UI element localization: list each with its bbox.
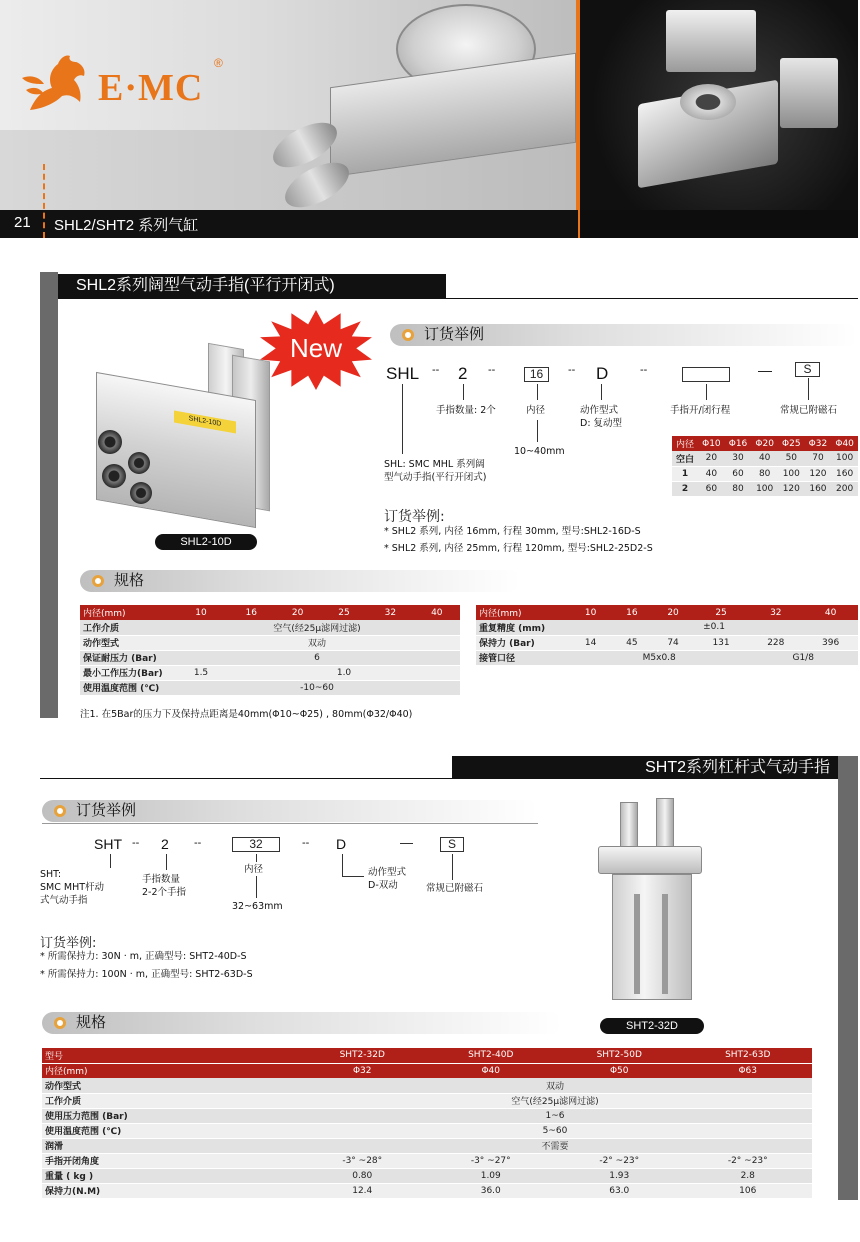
table-cell: 63.0 [555, 1183, 684, 1198]
table-cell: 空白 [672, 451, 698, 466]
shl2-label-fingers: 手指数量: 2个 [436, 405, 496, 416]
table-cell: 30 [725, 451, 752, 466]
shl2-spec-heading-text: 规格 [114, 572, 145, 589]
table-cell: 120 [805, 466, 832, 481]
table-cell: 动作型式 [42, 1078, 298, 1093]
table-cell: 手指开闭角度 [42, 1153, 298, 1168]
header-orange-divider [576, 0, 580, 238]
table-cell: 50 [778, 451, 805, 466]
table-header-cell: 10 [174, 605, 228, 620]
table-cell: 12.4 [298, 1183, 427, 1198]
table-cell: 14 [570, 635, 611, 650]
sht2-label-magnet: 常规已附磁石 [426, 883, 484, 894]
bullet-ring-icon [54, 1017, 66, 1029]
port-fitting-shape [102, 464, 126, 488]
new-badge-text: New [289, 333, 342, 363]
table-header-cell: Φ16 [725, 436, 752, 451]
table-row [672, 481, 858, 496]
shl2-order-heading-text: 订货举例 [424, 326, 485, 343]
table-header-cell: SHT2-63D [684, 1048, 813, 1063]
sht2-code-dash: — [400, 835, 413, 850]
table-cell: 1~6 [298, 1108, 812, 1123]
leader-line [463, 384, 464, 400]
table-cell: 36.0 [427, 1183, 556, 1198]
table-header-cell: Φ40 [831, 436, 858, 451]
horse-logo-icon [22, 50, 96, 120]
gripper-photo-shape [780, 58, 838, 128]
shl2-example-line: * SHL2 系列, 内径 16mm, 行程 30mm, 型号:SHL2-16D-S [384, 526, 641, 537]
sht2-code-magnet-box: S [440, 837, 464, 852]
table-cell: 空气(经25μ滤网过滤) [298, 1093, 812, 1108]
table-header-cell: 20 [652, 605, 693, 620]
table-header-cell: 16 [228, 605, 274, 620]
table-cell: 1.93 [555, 1168, 684, 1183]
sht2-product-caption: SHT2-32D [600, 1018, 704, 1034]
table-header-cell: 32 [748, 605, 803, 620]
table-row [42, 1153, 812, 1168]
gripper-groove-shape [634, 894, 640, 994]
table-header-cell: 内径 [672, 436, 698, 451]
table-header-cell: 内径(mm) [42, 1063, 298, 1078]
shl2-example-line: * SHL2 系列, 内径 25mm, 行程 120mm, 型号:SHL2-25D2-S [384, 543, 653, 554]
table-header-cell: 40 [414, 605, 460, 620]
sht2-example-line: * 所需保持力: 30N · m, 正确型号: SHT2-40D-S [40, 951, 247, 962]
rotary-photo-disc [680, 84, 736, 120]
table-cell: G1/8 [748, 650, 858, 665]
shl2-label-action-type: D: 复动型 [580, 418, 623, 429]
table-header-cell: 16 [611, 605, 652, 620]
table-cell: 228 [748, 635, 803, 650]
sht2-label-fingers-2: 2-2个手指 [142, 887, 187, 898]
table-header-row [80, 605, 460, 620]
table-row [80, 680, 460, 695]
table-cell: 使用温度范围 (℃) [42, 1123, 298, 1138]
table-cell: 保证耐压力 (Bar) [80, 650, 174, 665]
table-cell: -10~60 [174, 680, 460, 695]
table-cell: 160 [805, 481, 832, 496]
bullet-ring-icon [54, 805, 66, 817]
table-cell: 106 [684, 1183, 813, 1198]
table-cell: 2 [672, 481, 698, 496]
table-row [42, 1123, 812, 1138]
table-header-cell: 型号 [42, 1048, 298, 1063]
table-cell: 160 [831, 466, 858, 481]
leader-line [342, 854, 343, 876]
table-cell: 80 [751, 466, 778, 481]
table-header-cell: Φ32 [298, 1063, 427, 1078]
table-row [80, 620, 460, 635]
leader-line [402, 384, 403, 454]
table-header-cell: SHT2-50D [555, 1048, 684, 1063]
table-cell: 396 [803, 635, 858, 650]
table-header-cell: Φ32 [805, 436, 832, 451]
shl2-example-heading: 订货举例: [384, 509, 445, 525]
table-cell: 接管口径 [476, 650, 570, 665]
bullet-ring-icon [92, 575, 104, 587]
table-cell: 60 [725, 466, 752, 481]
table-cell: 0.80 [298, 1168, 427, 1183]
table-cell: 80 [725, 481, 752, 496]
shl2-label-bore-range: 10~40mm [514, 446, 565, 457]
sht2-order-heading-text: 订货举例 [76, 802, 137, 819]
table-header-cell: SHT2-40D [427, 1048, 556, 1063]
shl2-code-dash: -- [432, 364, 440, 376]
table-cell: 工作介质 [42, 1093, 298, 1108]
table-row [476, 620, 858, 635]
gripper-photo-shape [666, 10, 756, 72]
gripper-label-sticker: SHL2-10D [174, 411, 236, 434]
table-row [476, 635, 858, 650]
sht2-example-line: * 所需保持力: 100N · m, 正确型号: SHT2-63D-S [40, 969, 253, 980]
table-row [42, 1138, 812, 1153]
sht2-example-heading: 订货举例: [40, 936, 97, 951]
port-fitting-shape [98, 430, 122, 454]
leader-line [537, 420, 538, 442]
shl2-code-dash: -- [568, 364, 576, 376]
table-cell: 100 [831, 451, 858, 466]
table-cell: 重复精度 (mm) [476, 620, 570, 635]
table-cell: 保持力(N.M) [42, 1183, 298, 1198]
table-row [42, 1168, 812, 1183]
sht2-label-series-3: 式气动手指 [40, 895, 88, 906]
table-cell: ±0.1 [570, 620, 858, 635]
page-number: 21 [14, 214, 31, 231]
shl2-order-heading [390, 324, 858, 346]
registered-mark: ® [214, 56, 223, 70]
table-cell: 40 [751, 451, 778, 466]
table-header-cell: Φ20 [751, 436, 778, 451]
shl2-product-caption: SHL2-10D [155, 534, 257, 550]
table-row [476, 650, 858, 665]
table-cell: 100 [751, 481, 778, 496]
table-header-cell: 10 [570, 605, 611, 620]
shl2-section-title: SHL2系列阔型气动手指(平行开闭式) [58, 274, 446, 298]
sht2-label-action: 动作型式 [368, 867, 407, 878]
table-header-cell: 25 [321, 605, 367, 620]
page-header [0, 0, 860, 238]
table-cell: 5~60 [298, 1123, 812, 1138]
gripper-head-shape [598, 846, 702, 874]
table-cell: -2° ~23° [555, 1153, 684, 1168]
table-cell: 60 [698, 481, 725, 496]
table-cell: 双动 [174, 635, 460, 650]
sht2-order-heading [42, 800, 538, 822]
sht2-label-series-2: SMC MHT杆动 [40, 882, 105, 893]
shl2-label-action: 动作型式 [580, 405, 619, 416]
table-cell: 1 [672, 466, 698, 481]
table-header-row [42, 1063, 812, 1078]
table-cell: -3° ~27° [427, 1153, 556, 1168]
table-header-cell: Φ25 [778, 436, 805, 451]
shl2-section-side-strip [40, 272, 58, 718]
table-header-cell: Φ40 [427, 1063, 556, 1078]
shl2-code-prefix: SHL [386, 364, 420, 383]
header-product-photo [580, 0, 858, 238]
gripper-groove-shape [662, 894, 668, 994]
shl2-label-bore: 内径 [526, 405, 546, 416]
sht2-code-prefix: SHT [94, 836, 122, 852]
leader-line [808, 378, 809, 400]
leader-line [110, 854, 111, 868]
table-header-cell: Φ63 [684, 1063, 813, 1078]
leader-line [342, 876, 364, 877]
table-cell: 131 [694, 635, 749, 650]
table-cell: 使用压力范围 (Bar) [42, 1108, 298, 1123]
table-cell: 100 [778, 466, 805, 481]
shl2-code-dash: -- [640, 364, 648, 376]
brand-logo-text: E·MC [98, 67, 204, 109]
leader-line [452, 854, 453, 880]
shl2-note: 注1. 在5Bar的压力下及保持点距离是40mm(Φ10~Φ25) , 80mm(Φ32/Φ40) [80, 709, 413, 720]
sht2-code-fingers: 2 [161, 836, 169, 852]
sht2-heading-rule [42, 823, 538, 824]
sht2-product-image [594, 798, 714, 1004]
table-cell: 保持力 (Bar) [476, 635, 570, 650]
leader-line [601, 384, 602, 400]
table-cell: 74 [652, 635, 693, 650]
table-header-cell: Φ50 [555, 1063, 684, 1078]
leader-line [256, 854, 257, 862]
table-row [672, 451, 858, 466]
header-title-bar-right [580, 210, 858, 238]
table-header-cell: Φ10 [698, 436, 725, 451]
shl2-label-stroke: 手指开/闭行程 [670, 405, 731, 416]
leader-line [706, 384, 707, 400]
table-cell: 双动 [298, 1078, 812, 1093]
table-cell: 1.5 [174, 665, 228, 680]
shl2-code-stroke-box [682, 367, 730, 382]
shl2-section-rule [58, 298, 858, 299]
table-header-cell: 32 [367, 605, 413, 620]
table-header-cell: 25 [694, 605, 749, 620]
sht2-spec-heading [42, 1012, 562, 1034]
table-cell: 润滑 [42, 1138, 298, 1153]
shl2-spec-heading [80, 570, 520, 592]
sht2-label-action-type: D-双动 [368, 880, 398, 891]
shl2-stroke-table [672, 436, 858, 497]
table-cell: 1.0 [228, 665, 460, 680]
table-cell: 1.09 [427, 1168, 556, 1183]
table-row [42, 1078, 812, 1093]
table-cell: -3° ~28° [298, 1153, 427, 1168]
shl2-label-series-2: 型气动手指(平行开闭式) [384, 472, 487, 483]
table-cell: M5x0.8 [570, 650, 748, 665]
table-cell: 120 [778, 481, 805, 496]
table-row [80, 650, 460, 665]
table-cell: 2.8 [684, 1168, 813, 1183]
table-header-cell: SHT2-32D [298, 1048, 427, 1063]
sht2-code-bore-box: 32 [232, 837, 280, 852]
sht2-code-dash: -- [302, 837, 310, 849]
table-cell: 200 [831, 481, 858, 496]
table-header-cell: 20 [274, 605, 320, 620]
table-cell: 45 [611, 635, 652, 650]
header-dashed-divider [43, 164, 45, 238]
table-cell: 工作介质 [80, 620, 174, 635]
table-cell: 70 [805, 451, 832, 466]
shl2-code-dash: -- [488, 364, 496, 376]
table-cell: 不需要 [298, 1138, 812, 1153]
table-row [80, 665, 460, 680]
shl2-code-bore-box: 16 [524, 367, 549, 382]
table-row [80, 635, 460, 650]
sht2-code-dash: -- [194, 837, 202, 849]
table-cell: -2° ~23° [684, 1153, 813, 1168]
sht2-spec-heading-text: 规格 [76, 1014, 107, 1031]
table-cell: 空气(经25μ滤网过滤) [174, 620, 460, 635]
table-header-row [672, 436, 858, 451]
page-title: SHL2/SHT2 系列气缸 [54, 217, 199, 234]
sht2-label-bore-range: 32~63mm [232, 901, 283, 912]
table-header-cell: 内径(mm) [80, 605, 174, 620]
table-header-cell: 40 [803, 605, 858, 620]
shl2-spec-table-right [476, 605, 858, 666]
sht2-section-side-strip [838, 756, 858, 1200]
table-header-cell: 内径(mm) [476, 605, 570, 620]
table-row [42, 1183, 812, 1198]
shl2-code-fingers: 2 [458, 364, 468, 383]
shl2-product-image [92, 346, 274, 522]
table-row [42, 1093, 812, 1108]
table-header-row [476, 605, 858, 620]
leader-line [256, 876, 257, 898]
sht2-label-series: SHT: [40, 869, 62, 880]
gripper-body-shape [612, 874, 692, 1000]
sht2-code-action: D [336, 836, 347, 852]
sht2-label-fingers: 手指数量 [142, 874, 181, 885]
table-header-row [42, 1048, 812, 1063]
table-cell: 最小工作压力(Bar) [80, 665, 174, 680]
sht2-label-bore: 内径 [244, 864, 264, 875]
port-fitting-shape [130, 482, 152, 504]
table-cell: 使用温度范围 (℃) [80, 680, 174, 695]
leader-line [537, 384, 538, 400]
shl2-spec-table-left [80, 605, 460, 696]
shl2-code-action: D [596, 364, 609, 383]
shl2-label-series: SHL: SMC MHL 系列阔 [384, 459, 485, 470]
port-fitting-shape [128, 452, 150, 474]
table-cell: 40 [698, 466, 725, 481]
sht2-code-dash: -- [132, 837, 140, 849]
table-cell: 6 [174, 650, 460, 665]
table-row [672, 466, 858, 481]
table-cell: 重量 ( kg ) [42, 1168, 298, 1183]
sht2-section-title: SHT2系列杠杆式气动手指 [452, 756, 838, 779]
gripper-body-shape [96, 372, 256, 528]
table-cell: 动作型式 [80, 635, 174, 650]
table-row [42, 1108, 812, 1123]
shl2-code-dash: — [758, 362, 772, 378]
sht2-spec-table [42, 1048, 812, 1199]
shl2-code-magnet-box: S [795, 362, 820, 377]
shl2-label-magnet: 常规已附磁石 [780, 405, 838, 416]
table-cell: 20 [698, 451, 725, 466]
leader-line [166, 854, 167, 870]
bullet-ring-icon [402, 329, 414, 341]
